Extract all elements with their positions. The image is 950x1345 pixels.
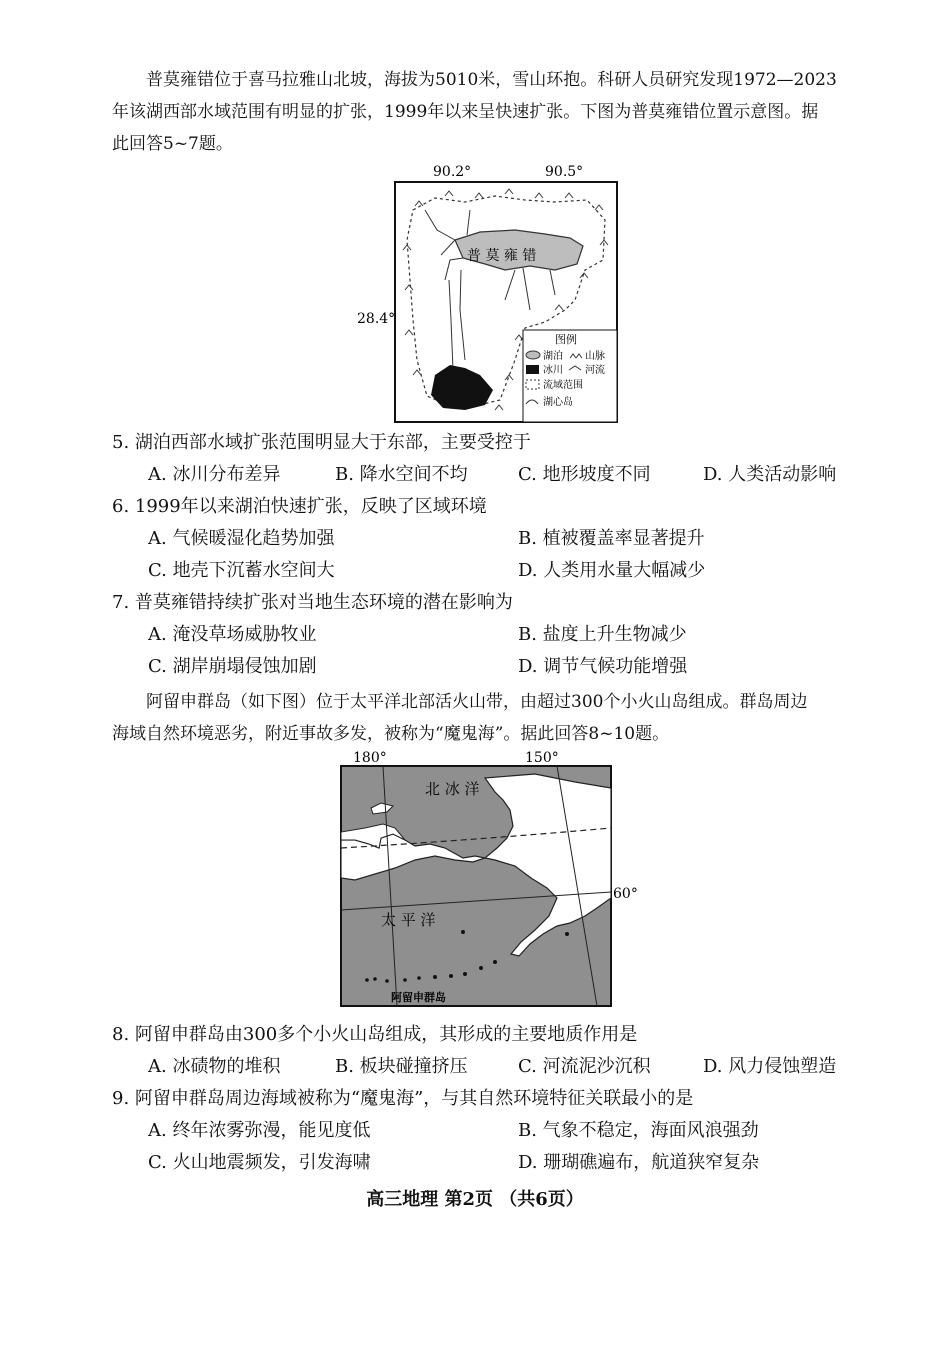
q9-option-a: A. 终年浓雾弥漫，能见度低: [148, 1120, 371, 1141]
lake-label: 普 莫 雍 错: [467, 248, 537, 264]
q8-option-c: C. 河流泥沙沉积: [518, 1056, 651, 1077]
map1-lon-right-label: 90.5°: [545, 164, 584, 180]
legend-river: 河流: [585, 365, 605, 376]
q7-stem: 7. 普莫雍错持续扩张对当地生态环境的潜在影响为: [112, 592, 513, 613]
q9-stem: 9. 阿留申群岛周边海域被称为“魔鬼海”，与其自然环境特征关联最小的是: [112, 1088, 694, 1109]
aleutian-map: [335, 748, 645, 1010]
aleutian-islands-label: 阿留申群岛: [391, 991, 446, 1004]
intro2-line2: 海域自然环境恶劣，附近事故多发，被称为“魔鬼海”。据此回答8~10题。: [112, 724, 670, 744]
q7-option-a: A. 淹没草场威胁牧业: [148, 624, 317, 645]
q5-option-a: A. 冰川分布差异: [148, 464, 281, 485]
q9-option-b: B. 气象不稳定，海面风浪强劲: [518, 1120, 759, 1141]
q8-option-a: A. 冰碛物的堆积: [148, 1056, 281, 1077]
q5-option-d: D. 人类活动影响: [703, 464, 837, 485]
intro1-line3: 此回答5~7题。: [112, 134, 233, 154]
legend-mountain: 山脉: [585, 351, 605, 362]
q8-stem: 8. 阿留申群岛由300多个小火山岛组成，其形成的主要地质作用是: [112, 1024, 638, 1045]
q8-option-d: D. 风力侵蚀塑造: [703, 1056, 837, 1077]
map1-lon-left-label: 90.2°: [433, 164, 472, 180]
q5-option-b: B. 降水空间不均: [335, 464, 468, 485]
intro1-line1: 普莫雍错位于喜马拉雅山北坡，海拔为5010米，雪山环抱。科研人员研究发现1972—2023: [146, 70, 837, 90]
arctic-ocean-label: 北 冰 洋: [425, 780, 480, 798]
legend-basin: 流域范围: [543, 380, 583, 391]
legend-glacier: 冰川: [543, 365, 563, 376]
q6-option-d: D. 人类用水量大幅减少: [518, 560, 706, 581]
intro2-line1: 阿留申群岛（如下图）位于太平洋北部活火山带，由超过300个小火山岛组成。群岛周边: [146, 692, 808, 712]
pumoyongcuo-map: [355, 160, 625, 425]
legend-title: 图例: [555, 333, 577, 346]
legend-island: 湖心岛: [543, 397, 573, 408]
q6-option-b: B. 植被覆盖率显著提升: [518, 528, 705, 549]
map2-lat-label: 60°: [613, 886, 638, 902]
legend-lake: 湖泊: [543, 351, 563, 362]
map1-lat-label: 28.4°: [357, 311, 396, 327]
pacific-ocean-label: 太 平 洋: [381, 911, 436, 929]
q6-option-c: C. 地壳下沉蓄水空间大: [148, 560, 335, 581]
map1-legend: [523, 330, 617, 422]
q5-option-c: C. 地形坡度不同: [518, 464, 651, 485]
q7-option-c: C. 湖岸崩塌侵蚀加剧: [148, 656, 317, 677]
q6-option-a: A. 气候暖湿化趋势加强: [148, 528, 335, 549]
q7-option-d: D. 调节气候功能增强: [518, 656, 688, 677]
q7-option-b: B. 盐度上升生物减少: [518, 624, 687, 645]
page-footer: 高三地理 第2页 （共6页）: [366, 1189, 584, 1210]
q5-stem: 5. 湖泊西部水域扩张范围明显大于东部，主要受控于: [112, 432, 531, 453]
map2-lon-right-label: 150°: [525, 750, 559, 766]
q8-option-b: B. 板块碰撞挤压: [335, 1056, 468, 1077]
q6-stem: 6. 1999年以来湖泊快速扩张，反映了区域环境: [112, 496, 487, 517]
map2-lon-left-label: 180°: [353, 750, 387, 766]
q9-option-d: D. 珊瑚礁遍布，航道狭窄复杂: [518, 1152, 760, 1173]
q9-option-c: C. 火山地震频发，引发海啸: [148, 1152, 371, 1173]
intro1-line2: 年该湖西部水域范围有明显的扩张，1999年以来呈快速扩张。下图为普莫雍错位置示意图。据: [112, 102, 819, 122]
